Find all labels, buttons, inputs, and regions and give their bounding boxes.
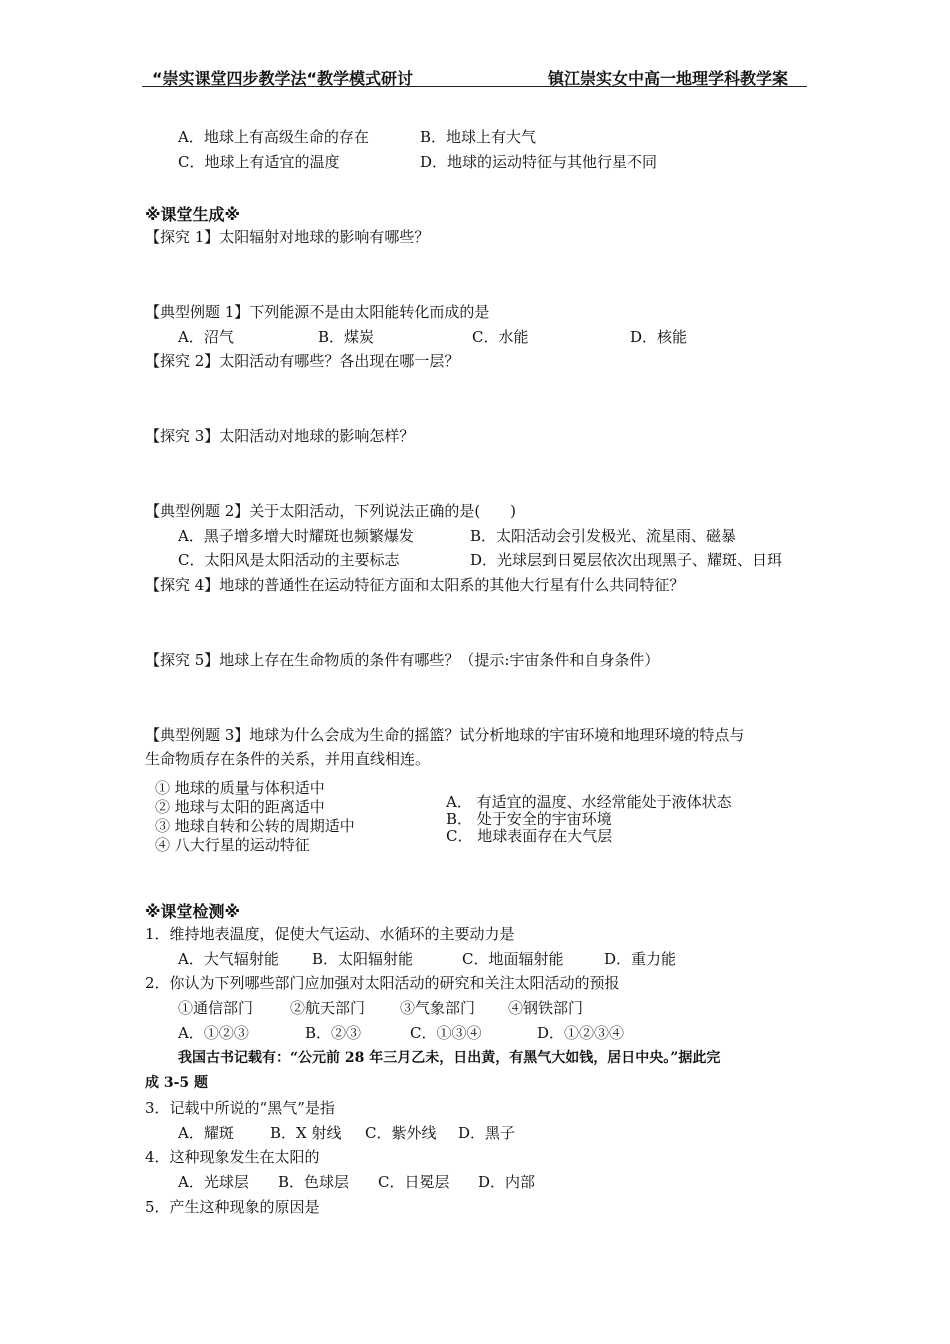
check-q4-option-d: D．内部 xyxy=(478,1173,536,1191)
matching-left-item: ① 地球的质量与体积适中 xyxy=(155,779,325,797)
header-left-title: “崇实课堂四步教学法“教学模式研讨 xyxy=(152,69,414,88)
example-2-question: 【典型例题 2】关于太阳活动，下列说法正确的是( ) xyxy=(145,502,517,520)
check-q2-item: ②航天部门 xyxy=(290,999,366,1017)
check-q4: 4．这种现象发生在太阳的 xyxy=(145,1148,320,1166)
top-option-b: B．地球上有大气 xyxy=(420,128,537,146)
passage-line2: 成 3-5 题 xyxy=(145,1075,209,1091)
check-q2-option-b: B．②③ xyxy=(305,1024,362,1042)
check-q2: 2．你认为下列哪些部门应加强对太阳活动的研究和关注太阳活动的预报 xyxy=(145,974,620,992)
example-1-option-a: A．沼气 xyxy=(178,328,234,346)
check-q1: 1．维持地表温度，促使大气运动、水循环的主要动力是 xyxy=(145,925,515,943)
check-q2-item: ③气象部门 xyxy=(400,999,476,1017)
matching-right-item: B． 处于安全的宇宙环境 xyxy=(446,810,612,828)
check-q1-option-a: A．大气辐射能 xyxy=(178,950,279,968)
check-q2-option-d: D．①②③④ xyxy=(537,1024,625,1042)
section-title-classroom: ※课堂生成※ xyxy=(145,205,241,224)
example-1-question: 【典型例题 1】下列能源不是由太阳能转化而成的是 xyxy=(145,303,490,321)
check-q3-option-d: D．黑子 xyxy=(458,1124,516,1142)
section-title-check: ※课堂检测※ xyxy=(145,902,241,921)
example-2-option-a: A．黑子增多增大时耀斑也频繁爆发 xyxy=(178,527,414,545)
example-2-option-c: C．太阳风是太阳活动的主要标志 xyxy=(178,551,400,569)
explore-1: 【探究 1】太阳辐射对地球的影响有哪些？ xyxy=(145,228,430,246)
explore-5: 【探究 5】地球上存在生命物质的条件有哪些？（提示:宇宙条件和自身条件） xyxy=(145,651,660,669)
header-right-title: 镇江崇实女中高一地理学科教学案 xyxy=(548,69,789,88)
check-q2-item: ④钢铁部门 xyxy=(508,999,584,1017)
check-q3-option-c: C．紫外线 xyxy=(365,1124,437,1142)
check-q1-option-d: D．重力能 xyxy=(604,950,677,968)
explore-2: 【探究 2】太阳活动有哪些？各出现在哪一层？ xyxy=(145,352,460,370)
example-2-option-b: B．太阳活动会引发极光、流星雨、磁暴 xyxy=(470,527,737,545)
example-2-option-d: D．光球层到日冕层依次出现黑子、耀斑、日珥 xyxy=(470,551,783,569)
matching-left-item: ④ 八大行星的运动特征 xyxy=(155,836,310,854)
matching-left-item: ② 地球与太阳的距离适中 xyxy=(155,798,325,816)
top-option-d: D．地球的运动特征与其他行星不同 xyxy=(420,153,658,171)
check-q2-option-c: C．①③④ xyxy=(410,1024,482,1042)
explore-4: 【探究 4】地球的普通性在运动特征方面和太阳系的其他大行星有什么共同特征？ xyxy=(145,576,685,594)
matching-right-item: C． 地球表面存在大气层 xyxy=(446,827,613,845)
check-q4-option-c: C．日冕层 xyxy=(378,1173,450,1191)
explore-3: 【探究 3】太阳活动对地球的影响怎样？ xyxy=(145,427,415,445)
example-3-question-line2: 生命物质存在条件的关系，并用直线相连。 xyxy=(145,750,431,768)
check-q4-option-a: A．光球层 xyxy=(178,1173,249,1191)
header-rule xyxy=(142,86,807,87)
example-1-option-d: D．核能 xyxy=(630,328,688,346)
example-1-option-b: B．煤炭 xyxy=(318,328,375,346)
example-1-option-c: C．水能 xyxy=(472,328,529,346)
check-q2-item: ①通信部门 xyxy=(178,999,254,1017)
matching-right-item: A． 有适宜的温度、水经常能处于液体状态 xyxy=(446,793,732,811)
check-q4-option-b: B．色球层 xyxy=(278,1173,350,1191)
check-q1-option-c: C．地面辐射能 xyxy=(462,950,564,968)
example-3-question-line1: 【典型例题 3】地球为什么会成为生命的摇篮？试分析地球的宇宙环境和地理环境的特点与 xyxy=(145,726,745,744)
check-q2-option-a: A．①②③ xyxy=(178,1024,249,1042)
passage-line1: 我国古书记载有：“公元前 28 年三月乙未，日出黄，有黑气大如钱，居日中央。”据此完 xyxy=(178,1050,721,1066)
matching-left-item: ③ 地球自转和公转的周期适中 xyxy=(155,817,355,835)
check-q3: 3．记载中所说的“黑气”是指 xyxy=(145,1099,335,1117)
check-q5: 5．产生这种现象的原因是 xyxy=(145,1198,320,1216)
top-option-c: C．地球上有适宜的温度 xyxy=(178,153,340,171)
check-q1-option-b: B．太阳辐射能 xyxy=(312,950,414,968)
check-q3-option-a: A．耀斑 xyxy=(178,1124,234,1142)
check-q3-option-b: B．X 射线 xyxy=(270,1124,342,1142)
top-option-a: A．地球上有高级生命的存在 xyxy=(178,128,369,146)
